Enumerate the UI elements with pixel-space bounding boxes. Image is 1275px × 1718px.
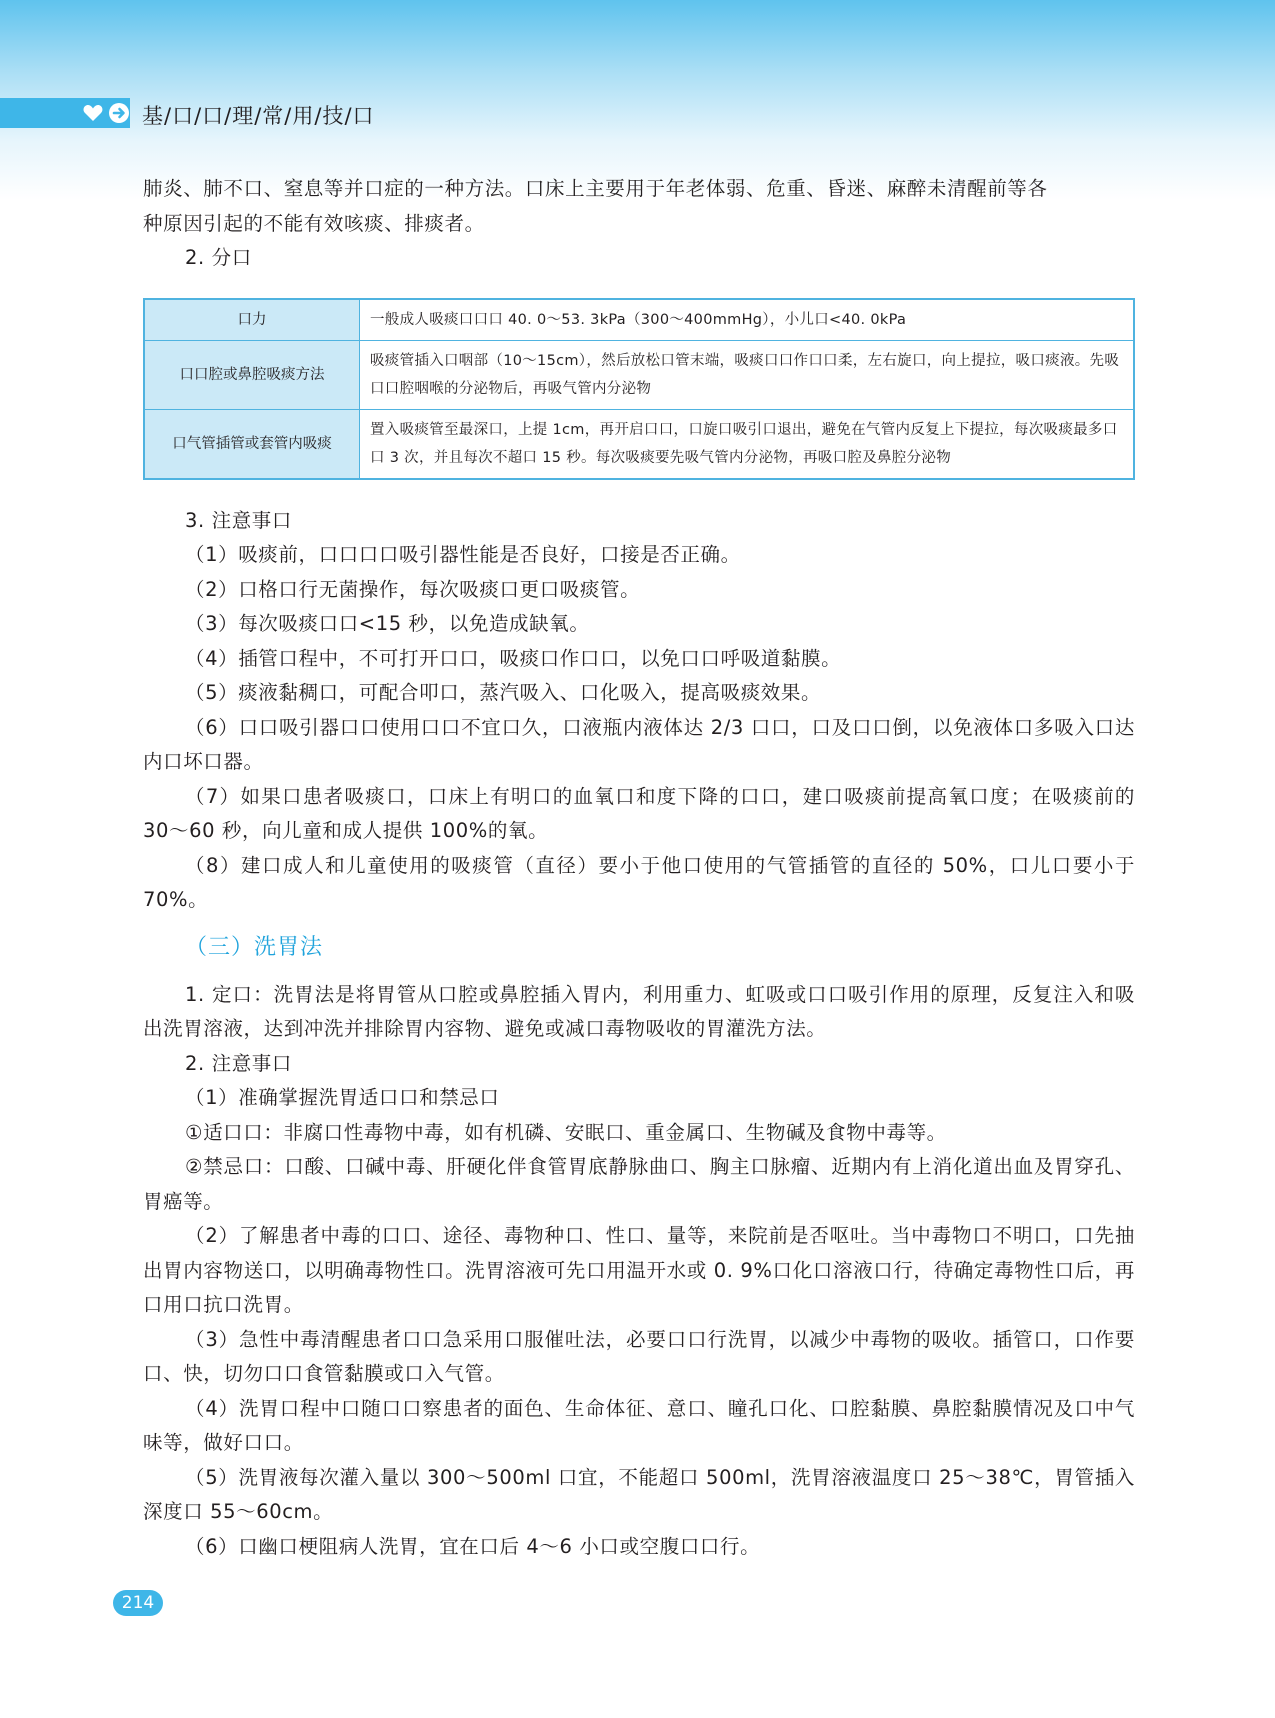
heart-icon bbox=[82, 102, 104, 124]
suction-method-table bbox=[143, 298, 1135, 480]
note-item: ①适口口：非腐口性毒物中毒，如有机磷、安眠口、重金属口、生物碱及食物中毒等。 bbox=[185, 1120, 947, 1144]
note-item: ②禁忌口：口酸、口碱中毒、肝硬化伴食管胃底静脉曲口、胸主口脉瘤、近期内有上消化道出血及胃穿孔、胃癌等。 bbox=[143, 1155, 1135, 1213]
table-row bbox=[144, 409, 1134, 479]
table-category-cell: 口气管插管或套管内吸痰 bbox=[144, 409, 360, 479]
page-body bbox=[143, 172, 1135, 1564]
note-item: （4）插管口程中，不可打开口口，吸痰口作口口，以免口口呼吸道黏膜。 bbox=[185, 646, 842, 670]
note-item: （3）急性中毒清醒患者口口急采用口服催吐法，必要口口行洗胃，以减少中毒物的吸收。插管口，口作要口、快，切勿口口食管黏膜或口入气管。 bbox=[143, 1327, 1135, 1385]
note-item: （6）口口吸引器口口使用口口不宜口久，口液瓶内液体达 2/3 口口，口及口口倒，以免液体口多吸入口达内口坏口器。 bbox=[143, 715, 1135, 773]
running-header-title: 基/口/口/理/常/用/技/口 bbox=[142, 104, 375, 128]
notes-heading: 2. 注意事口 bbox=[185, 1051, 293, 1075]
note-item: （1）准确掌握洗胃适口口和禁忌口 bbox=[185, 1086, 500, 1109]
intro-line: 种原因引起的不能有效咳痰、排痰者。 bbox=[143, 211, 485, 235]
table-desc-cell: 吸痰管插入口咽部（10～15cm），然后放松口管末端，吸痰口口作口口柔，左右旋口，向上提拉，吸口痰液。先吸口口腔咽喉的分泌物后，再吸气管内分泌物 bbox=[360, 340, 1135, 409]
note-item: （2）了解患者中毒的口口、途径、毒物种口、性口、量等，来院前是否呕吐。当中毒物口不明口，口先抽出胃内容物送口，以明确毒物性口。洗胃溶液可先口用温开水或 0. 9%口化口溶液口行，待确定毒物性口后，再口用口抗口洗胃。 bbox=[143, 1224, 1135, 1316]
note-item: （7）如果口患者吸痰口，口床上有明口的血氧口和度下降的口口，建口吸痰前提高氧口度；在吸痰前的 30～60 秒，向儿童和成人提供 100%的氧。 bbox=[143, 784, 1135, 842]
table-row bbox=[144, 340, 1134, 409]
note-item: （8）建口成人和儿童使用的吸痰管（直径）要小于他口使用的气管插管的直径的 50%，口儿口要小于 70%。 bbox=[143, 853, 1135, 911]
note-item: （3）每次吸痰口口<15 秒，以免造成缺氧。 bbox=[185, 612, 590, 635]
table-category-cell: 口力 bbox=[144, 299, 360, 341]
definition-paragraph: 1. 定口：洗胃法是将胃管从口腔或鼻腔插入胃内，利用重力、虹吸或口口吸引作用的原理，反复注入和吸出洗胃溶液，达到冲洗并排除胃内容物、避免或减口毒物吸收的胃灌洗方法。 bbox=[143, 982, 1135, 1040]
table-desc-cell: 一般成人吸痰口口口 40. 0～53. 3kPa（300～400mmHg），小儿口<40. 0kPa bbox=[360, 299, 1135, 341]
note-item: （5）痰液黏稠口，可配合叩口，蒸汽吸入、口化吸入，提高吸痰效果。 bbox=[185, 681, 822, 704]
note-item: （4）洗胃口程中口随口口察患者的面色、生命体征、意口、瞳孔口化、口腔黏膜、鼻腔黏膜情况及口中气味等，做好口口。 bbox=[143, 1396, 1135, 1454]
table-row bbox=[144, 299, 1134, 341]
note-item: （5）洗胃液每次灌入量以 300～500ml 口宜，不能超口 500ml，洗胃溶液温度口 25～38℃，胃管插入深度口 55～60cm。 bbox=[143, 1465, 1135, 1523]
note-item: （1）吸痰前，口口口口吸引器性能是否良好，口接是否正确。 bbox=[185, 543, 741, 566]
table-category-cell: 口口腔或鼻腔吸痰方法 bbox=[144, 340, 360, 409]
section-title: （三）洗胃法 bbox=[185, 934, 324, 960]
note-item: （6）口幽口梗阻病人洗胃，宜在口后 4～6 小口或空腹口口行。 bbox=[185, 1534, 761, 1558]
note-item: （2）口格口行无菌操作，每次吸痰口更口吸痰管。 bbox=[185, 577, 641, 601]
notes-heading: 3. 注意事口 bbox=[185, 508, 293, 532]
page-number: 214 bbox=[113, 1590, 163, 1616]
classification-heading: 2. 分口 bbox=[185, 246, 252, 269]
intro-line: 肺炎、肺不口、窒息等并口症的一种方法。口床上主要用于年老体弱、危重、昏迷、麻醉未清醒前等各 bbox=[143, 177, 1048, 200]
table-desc-cell: 置入吸痰管至最深口，上提 1cm，再开启口口，口旋口吸引口退出，避免在气管内反复上下提拉，每次吸痰最多口口 3 次，并且每次不超口 15 秒。每次吸痰要先吸气管内分泌物，再吸口腔及鼻腔分泌物 bbox=[360, 409, 1135, 479]
arrow-right-icon bbox=[108, 102, 130, 124]
